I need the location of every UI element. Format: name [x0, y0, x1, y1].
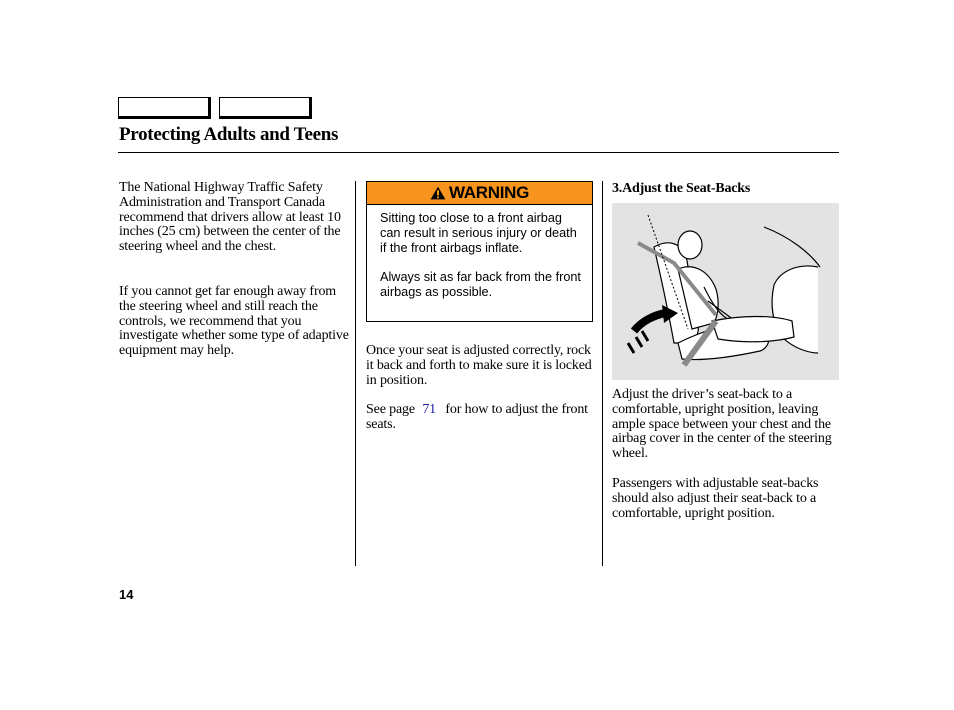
seat-back-illustration [612, 203, 839, 380]
seated-driver-drawing [612, 203, 839, 380]
warning-text-sit-back: Always sit as far back from the front airbags as possible. [380, 270, 581, 299]
warning-body [367, 205, 592, 300]
title-divider [118, 152, 839, 153]
column-divider-1 [355, 181, 356, 566]
passenger-seat-back-paragraph: Passengers with adjustable seat-backs should also adjust their seat-back to a comfortable, upright position. [612, 476, 819, 521]
warning-label: WARNING [448, 183, 530, 202]
warning-box [366, 181, 593, 322]
see-page-prefix: See page [366, 402, 415, 417]
adaptive-equipment-paragraph: If you cannot get far enough away from the steering wheel and still reach the controls, we recommend that you investigate whether some type of adaptive equipment may help. [119, 284, 349, 359]
warning-triangle-icon [430, 186, 446, 200]
see-page-suffix: for how to adjust the front seats. [366, 402, 588, 432]
section-heading-seat-backs: 3.Adjust the Seat-Backs [612, 181, 751, 196]
column-divider-2 [602, 181, 603, 566]
nav-tab-previous[interactable] [118, 97, 211, 119]
page-71-link[interactable]: 71 [422, 402, 437, 417]
page-number: 14 [119, 587, 134, 602]
warning-header [367, 182, 592, 205]
see-page-paragraph [366, 403, 598, 433]
warning-text-airbag: Sitting too close to a front airbag can result in serious injury or death if the front airbags inflate. [380, 211, 577, 255]
nav-tab-next[interactable] [219, 97, 312, 119]
page-title: Protecting Adults and Teens [119, 124, 339, 145]
seat-lock-paragraph: Once your seat is adjusted correctly, rock it back and forth to make sure it is locked in position. [366, 343, 592, 388]
intro-paragraph: The National Highway Traffic Safety Administration and Transport Canada recommend that drivers allow at least 10 inches (25 cm) between the center of the steering wheel and the chest. [119, 180, 341, 255]
driver-seat-back-paragraph: Adjust the driver’s seat-back to a comfortable, upright position, leaving ample space between your chest and the airbag cover in the center of the steering wheel. [612, 387, 832, 462]
